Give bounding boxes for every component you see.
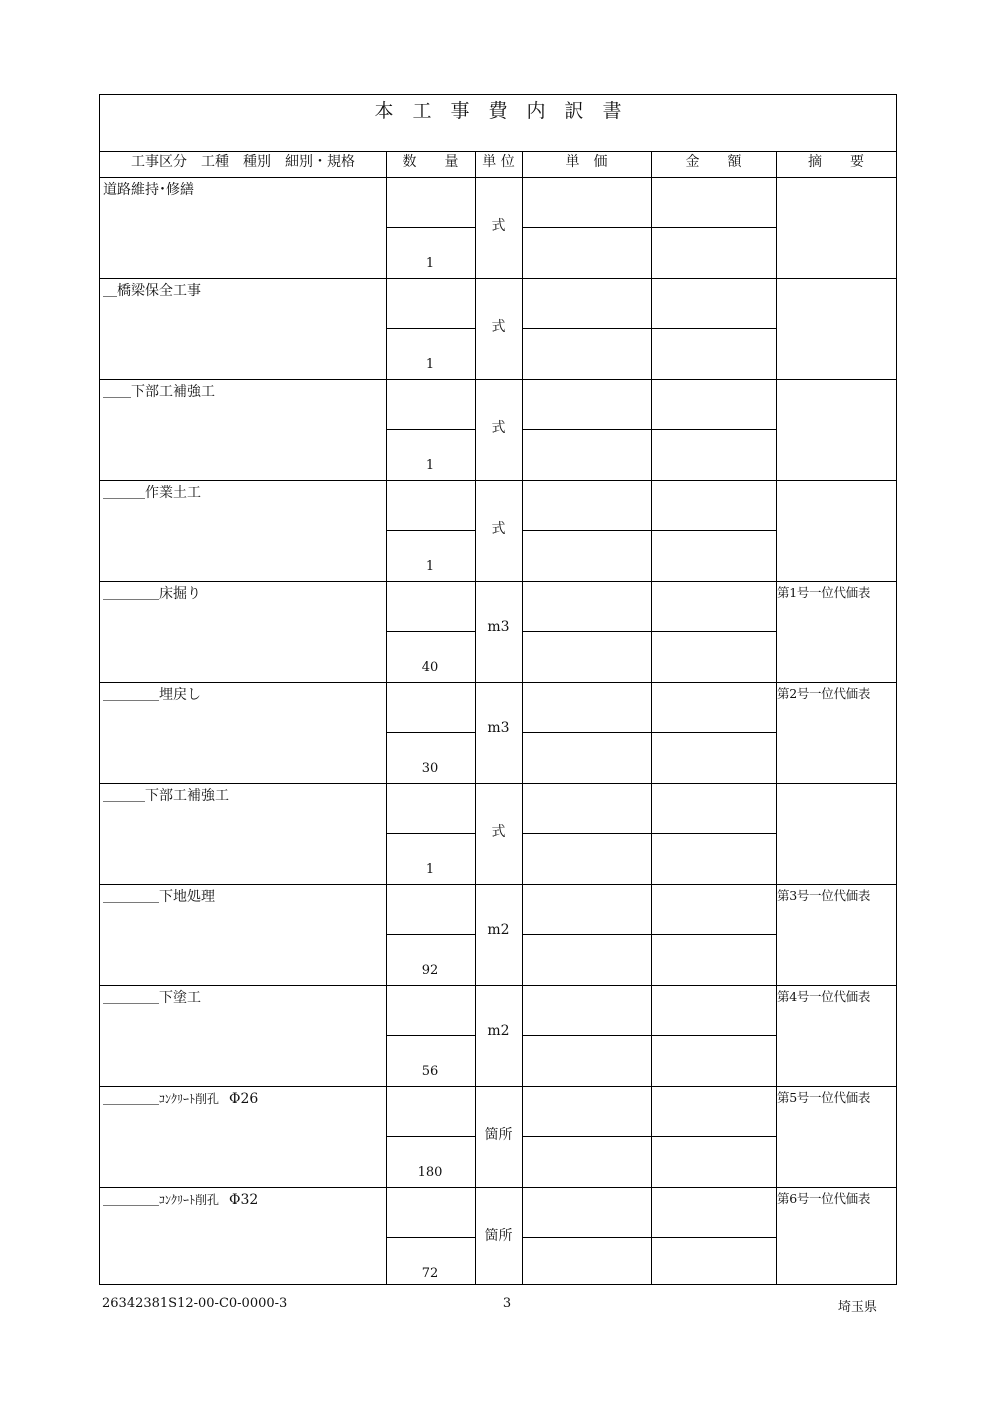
quantity-value: 56 (421, 1064, 439, 1079)
hierarchy-prefix: ＿＿＿＿ (103, 1091, 159, 1107)
unit-value: m3 (487, 720, 510, 736)
quantity-value: 1 (425, 559, 435, 574)
table-row (100, 581, 896, 683)
table-row (100, 1187, 896, 1288)
item-spec: Φ32 (229, 1192, 259, 1208)
table-row (100, 278, 896, 380)
cell-divider (651, 227, 776, 228)
cell-divider (522, 328, 651, 329)
document-title: 本工事費内訳書 (100, 95, 896, 152)
unit-value: m2 (487, 922, 510, 938)
unit-value: 式 (491, 420, 506, 436)
hierarchy-prefix: ＿＿ (103, 384, 131, 400)
hierarchy-prefix: ＿＿＿＿ (103, 889, 159, 905)
item-label: 下塗工 (159, 990, 201, 1006)
header-unit-price: 単 価 (565, 154, 608, 170)
quantity-value: 1 (425, 357, 435, 372)
header-remarks: 摘 要 (808, 154, 864, 170)
cell-divider (651, 1136, 776, 1137)
item-label: ｺﾝｸﾘｰﾄ削孔 (159, 1092, 220, 1106)
estimate-sheet (99, 94, 897, 1285)
item-label: 作業土工 (145, 485, 201, 501)
cell-divider (651, 833, 776, 834)
cell-divider (386, 328, 475, 329)
item-label: 下部工補強工 (131, 384, 215, 400)
cell-divider (386, 530, 475, 531)
quantity-value: 180 (417, 1165, 443, 1180)
item-label: 道路維持･修繕 (103, 182, 194, 198)
cell-divider (651, 1035, 776, 1036)
item-name (103, 179, 194, 199)
cell-divider (386, 1237, 475, 1238)
cell-divider (386, 833, 475, 834)
cell-divider (651, 1237, 776, 1238)
hierarchy-prefix: ＿＿＿＿ (103, 687, 159, 703)
cell-divider (522, 631, 651, 632)
item-label: ｺﾝｸﾘｰﾄ削孔 (159, 1193, 220, 1207)
document-code: 26342381S12-00-C0-0000-3 (102, 1296, 288, 1311)
cell-divider (386, 732, 475, 733)
cell-divider (522, 429, 651, 430)
table-row (100, 783, 896, 885)
item-label: 下地処理 (159, 889, 215, 905)
item-label: 下部工補強工 (145, 788, 229, 804)
table-row (100, 985, 896, 1087)
cell-divider (522, 833, 651, 834)
table-row (100, 682, 896, 784)
remark-value: 第4号一位代価表 (777, 989, 871, 1004)
header-item: 工事区分 工種 種別 細別・規格 (131, 154, 355, 170)
hierarchy-prefix: ＿＿＿＿ (103, 1192, 159, 1208)
item-name (103, 280, 201, 300)
cell-divider (522, 1035, 651, 1036)
cell-divider (386, 631, 475, 632)
item-spec: Φ26 (229, 1091, 259, 1107)
unit-value: 式 (491, 824, 506, 840)
table-row (100, 884, 896, 986)
item-name (103, 482, 201, 502)
item-name (103, 1088, 258, 1108)
cell-divider (386, 1035, 475, 1036)
item-name (103, 1189, 258, 1209)
unit-value: 式 (491, 218, 506, 234)
quantity-value: 1 (425, 862, 435, 877)
unit-value: 式 (491, 521, 506, 537)
unit-value: 式 (491, 319, 506, 335)
quantity-value: 40 (421, 660, 439, 675)
hierarchy-prefix: ＿＿＿ (103, 485, 145, 501)
cell-divider (386, 934, 475, 935)
item-name (103, 886, 215, 906)
quantity-value: 30 (421, 761, 439, 776)
quantity-value: 1 (425, 256, 435, 271)
page-number: 3 (502, 1296, 512, 1311)
cell-divider (522, 1237, 651, 1238)
cell-divider (651, 631, 776, 632)
hierarchy-prefix: ＿＿＿ (103, 788, 145, 804)
table-row (100, 480, 896, 582)
cell-divider (522, 732, 651, 733)
quantity-value: 1 (425, 458, 435, 473)
cell-divider (651, 328, 776, 329)
cell-divider (386, 227, 475, 228)
organization-name: 埼玉県 (838, 1300, 878, 1315)
header-unit: 単 位 (482, 154, 515, 170)
item-name (103, 381, 215, 401)
cell-divider (522, 934, 651, 935)
table-row (100, 177, 896, 279)
cell-divider (522, 227, 651, 228)
item-label: 床掘り (159, 586, 201, 602)
cell-divider (386, 429, 475, 430)
remark-value: 第6号一位代価表 (777, 1191, 871, 1206)
cell-divider (522, 1136, 651, 1137)
hierarchy-prefix: ＿＿＿＿ (103, 990, 159, 1006)
unit-value: 箇所 (484, 1228, 513, 1244)
item-label: 橋梁保全工事 (117, 283, 201, 299)
quantity-value: 92 (421, 963, 439, 978)
remark-value: 第5号一位代価表 (777, 1090, 871, 1105)
item-name (103, 684, 201, 704)
remark-value: 第2号一位代価表 (777, 686, 871, 701)
header-amount: 金 額 (685, 154, 742, 170)
cell-divider (522, 530, 651, 531)
unit-value: m3 (487, 619, 510, 635)
cell-divider (651, 429, 776, 430)
item-name (103, 583, 201, 603)
cell-divider (386, 1136, 475, 1137)
hierarchy-prefix: ＿ (103, 283, 117, 299)
cell-divider (651, 934, 776, 935)
item-name (103, 987, 201, 1007)
remark-value: 第1号一位代価表 (777, 585, 871, 600)
item-name (103, 785, 229, 805)
item-label: 埋戻し (159, 687, 201, 703)
hierarchy-prefix: ＿＿＿＿ (103, 586, 159, 602)
quantity-value: 72 (421, 1266, 439, 1281)
unit-value: 箇所 (484, 1127, 513, 1143)
header-qty: 数 量 (402, 154, 459, 170)
unit-value: m2 (487, 1023, 510, 1039)
cell-divider (651, 530, 776, 531)
cell-divider (651, 732, 776, 733)
table-row (100, 1086, 896, 1188)
table-row (100, 379, 896, 481)
remark-value: 第3号一位代価表 (777, 888, 871, 903)
